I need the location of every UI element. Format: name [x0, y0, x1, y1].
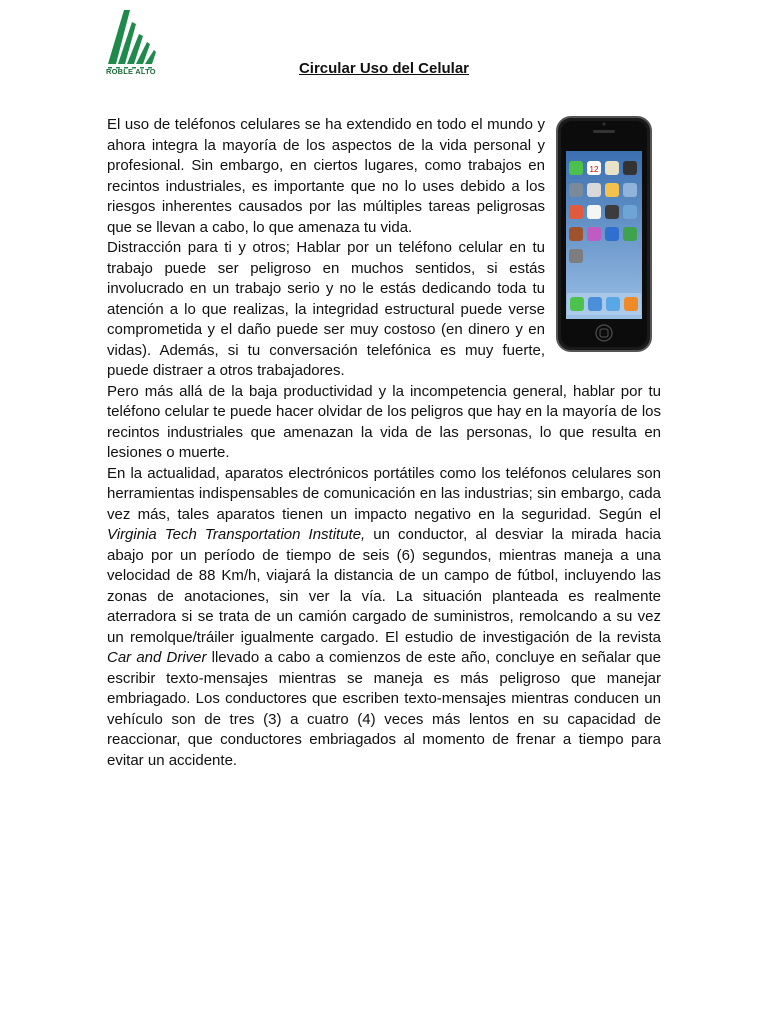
p4-text-e: llevado a cabo a comienzos de este año, concluye en señalar que escribir texto-mensajes mientras se maneja es más peligroso que manejar embriagado. Los conductores que escriben texto-mensajes mientras conducen un vehículo son de tres (3) a cuatro (4) veces más lentos en su capacidad de reaccionar, que conductores embriagados al momento de frenar a tiempo para evitar un accidente.	[107, 649, 661, 769]
page-title: Circular Uso del Celular	[298, 60, 470, 77]
paragraph-3: Pero más allá de la baja productividad y la incompetencia general, hablar por tu teléfono celular te puede hacer olvidar de los peligros que hay en la mayoría de los recintos industriales que amenazan la vida de las personas, lo que resulta en lesiones o muerte.	[107, 382, 661, 461]
p4-text-c: un conductor, al desviar la mirada hacia abajo por un período de tiempo de seis (6) segundos, mientras maneja a una velocidad de 88 Km/h, viajará la distancia de un campo de fútbol, incluyendo las zonas de anotaciones, sin ver la vía. La situación planteada es realmente aterradora si se trata de un camión cargado de suministros, remolcando a su vez un remolque/tráiler igualmente cargado. El estudio de investigación de la revista	[107, 526, 662, 646]
paragraph-2: Distracción para ti y otros; Hablar por un teléfono celular en tu trabajo puede ser peligroso en muchos sentidos, si estás involucrado en un trabajo serio y no le estás dedicando toda tu atención a lo que realizas, la integridad estructural puede verse comprometida y el daño puede ser muy costoso (en dinero y en vidas). Además, si tu conversación telefónica es muy fuerte, puede distraer a otros trabajadores.	[107, 239, 545, 379]
p4-text-a: En la actualidad, aparatos electrónicos portátiles como los teléfonos celulares son herramientas indispensables de comunicación en las industrias; sin embargo, cada vez más, tales aparatos tienen un impacto negativo en la seguridad. Según el	[107, 464, 661, 523]
paragraph-4	[107, 464, 661, 772]
document-body	[107, 115, 661, 771]
phone-calendar-date: 12	[589, 165, 599, 174]
p4-source-virginia-tech: Virginia Tech Transportation Institute,	[107, 526, 366, 543]
paragraph-1: El uso de teléfonos celulares se ha extendido en todo el mundo y ahora integra la mayoría de los aspectos de la vida personal y profesional. Sin embargo, en ciertos lugares, como trabajos en recintos industriales, es importante que no lo uses debido a los riesgos inherentes causados por las múltiples tareas peligrosas que se llevan a cabo, lo que amenaza tu vida.	[107, 116, 545, 236]
p4-source-car-and-driver: Car and Driver	[107, 649, 207, 666]
logo-text: ROBLE ALTO	[106, 67, 156, 76]
